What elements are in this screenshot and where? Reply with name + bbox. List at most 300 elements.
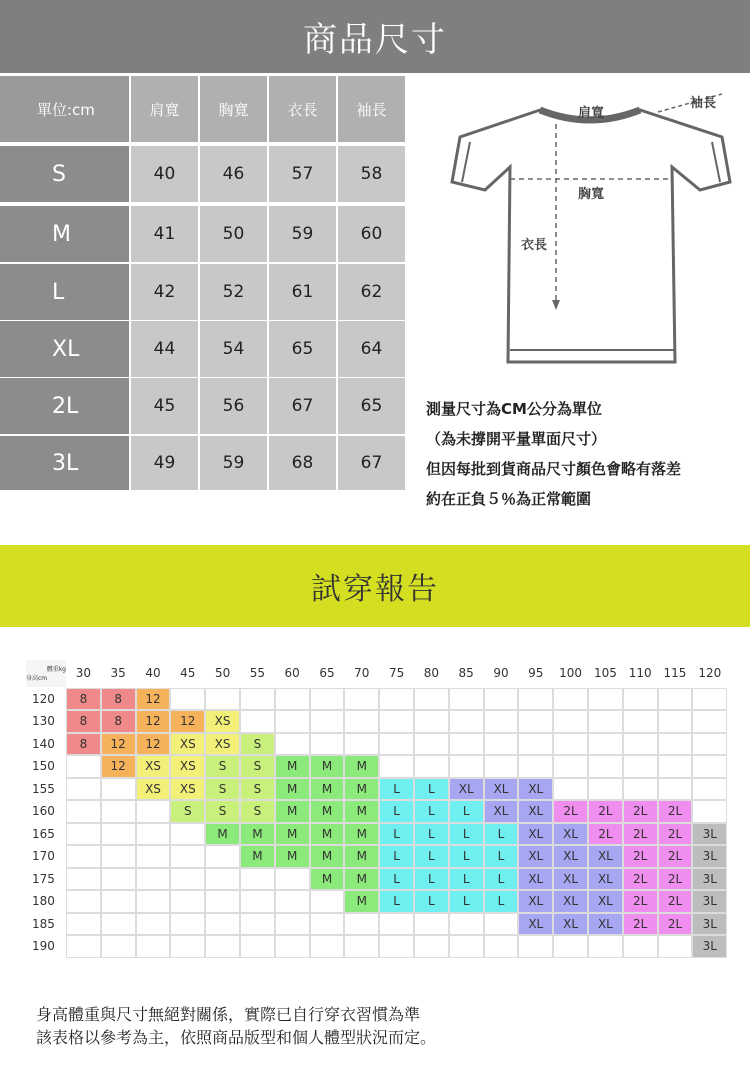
grid-cell: XL [518,845,553,868]
grid-cell [553,935,588,958]
grid-cell: XS [205,710,240,733]
grid-cell: L [414,845,449,868]
grid-cell: L [379,845,414,868]
grid-cell [484,688,519,711]
grid-cell: M [310,823,345,846]
grid-cell: L [414,800,449,823]
height-header: 165 [32,826,55,841]
grid-cell [205,935,240,958]
size-value: 46 [200,146,269,202]
weight-header: 30 [75,666,92,681]
grid-cell: 2L [623,800,658,823]
size-header-title: 商品尺寸 [303,20,447,60]
grid-cell: M [344,800,379,823]
size-table [0,76,407,492]
grid-corner [26,660,66,687]
grid-cell [623,935,658,958]
grid-cell: L [449,800,484,823]
size-value: 52 [200,264,269,320]
grid-cell [170,890,205,913]
grid-cell [66,868,101,891]
grid-cell [205,845,240,868]
grid-cell: XL [518,913,553,936]
weight-header: 50 [214,666,231,681]
height-header: 175 [32,871,55,886]
grid-cell: 2L [623,890,658,913]
grid-cell [310,710,345,733]
weight-header: 115 [663,666,687,681]
grid-cell: 3L [692,845,727,868]
weight-header: 70 [354,666,370,681]
corner-height-label: 身高cm [26,675,48,683]
size-value: 64 [338,321,407,377]
column-header: 袖長 [338,76,407,142]
grid-cell [449,755,484,778]
size-row [0,206,407,262]
grid-cell: 12 [101,755,136,778]
grid-cell: 2L [588,823,623,846]
grid-cell: L [484,845,519,868]
grid-cell: XL [553,845,588,868]
grid-cell: XL [518,890,553,913]
grid-cell [658,688,693,711]
weight-header: 75 [388,666,405,681]
grid-cell: XL [449,778,484,801]
grid-cell [658,778,693,801]
grid-cell: L [379,778,414,801]
size-label: 2L [0,378,131,434]
grid-cell [170,868,205,891]
grid-cell: XL [553,868,588,891]
grid-cell [588,755,623,778]
grid-cell [136,868,171,891]
weight-header: 80 [423,666,440,681]
height-header: 180 [32,894,55,909]
grid-cell: L [449,823,484,846]
grid-cell: XL [553,890,588,913]
grid-cell: S [240,755,275,778]
grid-cell [275,935,310,958]
grid-cell: S [205,778,240,801]
size-value: 67 [269,378,338,434]
grid-cell: 3L [692,935,727,958]
grid-cell [623,755,658,778]
grid-cell: L [379,890,414,913]
diagram-length-label: 衣長 [521,238,548,253]
grid-cell: M [275,823,310,846]
grid-cell [692,710,727,733]
grid-cell: XL [588,913,623,936]
grid-cell [66,913,101,936]
grid-cell [484,913,519,936]
grid-cell [449,935,484,958]
grid-cell [518,733,553,756]
grid-cell [240,935,275,958]
size-label: S [0,146,131,202]
height-header: 170 [32,849,55,864]
weight-header: 105 [593,666,617,681]
grid-cell [553,710,588,733]
grid-cell [484,733,519,756]
grid-cell: XS [170,755,205,778]
grid-cell [518,710,553,733]
grid-cell [588,935,623,958]
size-value: 56 [200,378,269,434]
grid-cell: XS [136,778,171,801]
weight-header: 100 [559,666,583,681]
grid-cell: XL [588,890,623,913]
grid-cell: XS [170,733,205,756]
grid-cell: M [205,823,240,846]
grid-cell [414,755,449,778]
grid-cell [240,890,275,913]
grid-cell [275,913,310,936]
grid-cell [101,800,136,823]
note-line: 但因每批到貨商品尺寸顏色會略有落差 [426,460,682,478]
grid-cell [66,890,101,913]
grid-cell [170,688,205,711]
grid-cell: M [310,755,345,778]
grid-cell [449,733,484,756]
grid-cell [136,913,171,936]
grid-cell: 2L [658,800,693,823]
grid-cell [379,710,414,733]
grid-cell: XL [484,800,519,823]
footer-note: 該表格以參考為主，依照商品版型和個人體型狀況而定。 [36,1028,437,1047]
grid-cell [658,710,693,733]
size-value: 59 [269,206,338,262]
grid-cell [379,755,414,778]
grid-cell [484,710,519,733]
grid-cell [101,935,136,958]
size-row [0,378,407,434]
size-value: 68 [269,436,338,490]
grid-cell: 3L [692,823,727,846]
grid-cell: L [449,868,484,891]
grid-cell [240,868,275,891]
weight-header: 55 [249,666,266,681]
grid-cell [692,755,727,778]
size-value: 49 [131,436,200,490]
size-row [0,321,407,377]
weight-header: 110 [628,666,652,681]
unit-label: 單位:cm [0,76,131,142]
grid-cell: 2L [588,800,623,823]
grid-cell: M [240,845,275,868]
grid-cell [101,890,136,913]
grid-cell [275,733,310,756]
note-line: 約在正負５％為正常範圍 [426,490,592,508]
grid-cell [379,733,414,756]
grid-cell: M [275,800,310,823]
grid-cell: 3L [692,890,727,913]
grid-cell: 2L [623,823,658,846]
grid-cell [136,890,171,913]
grid-cell [66,800,101,823]
grid-cell: 8 [101,688,136,711]
grid-cell [379,913,414,936]
grid-cell [518,935,553,958]
grid-cell [344,935,379,958]
grid-cell: M [344,890,379,913]
grid-cell [484,755,519,778]
grid-cell: XL [553,823,588,846]
grid-cell [484,935,519,958]
grid-cell [170,913,205,936]
height-header: 160 [32,804,55,819]
grid-cell: L [414,823,449,846]
grid-cell [414,733,449,756]
size-label: L [0,264,131,320]
grid-cell: L [414,778,449,801]
grid-cell: M [344,778,379,801]
height-header: 150 [32,759,55,774]
grid-cell [310,890,345,913]
grid-cell [205,688,240,711]
grid-cell [66,845,101,868]
grid-cell: 12 [136,688,171,711]
size-label: 3L [0,436,131,490]
grid-cell: XS [170,778,205,801]
grid-cell: 8 [101,710,136,733]
grid-cell: L [379,823,414,846]
grid-cell [275,890,310,913]
grid-cell: L [484,890,519,913]
grid-cell [518,688,553,711]
weight-header: 95 [528,666,544,681]
grid-cell [344,710,379,733]
grid-cell: L [449,890,484,913]
grid-cell: 2L [623,868,658,891]
grid-cell: XS [136,755,171,778]
grid-cell [275,868,310,891]
grid-cell [658,755,693,778]
weight-header: 35 [110,666,126,681]
grid-cell [553,755,588,778]
size-value: 62 [338,264,407,320]
grid-cell [414,688,449,711]
grid-cell: 3L [692,913,727,936]
grid-cell: 2L [553,800,588,823]
column-header: 肩寬 [131,76,200,142]
grid-cell: XL [588,845,623,868]
grid-cell [588,778,623,801]
grid-cell: S [240,800,275,823]
grid-cell: M [275,755,310,778]
height-header: 155 [32,781,55,796]
grid-cell [658,935,693,958]
grid-cell [344,688,379,711]
grid-cell [66,935,101,958]
trial-header-banner [0,545,750,627]
grid-cell [101,778,136,801]
grid-cell [310,913,345,936]
grid-cell [136,845,171,868]
grid-cell: 12 [136,710,171,733]
height-header: 120 [32,691,55,706]
grid-cell: L [379,868,414,891]
grid-cell [692,778,727,801]
grid-cell: 8 [66,733,101,756]
grid-cell [136,823,171,846]
note-line: （為未撐開平量單面尺寸） [426,430,607,448]
grid-cell: L [414,890,449,913]
size-value: 59 [200,436,269,490]
grid-cell: 12 [136,733,171,756]
size-value: 65 [338,378,407,434]
size-label: XL [0,321,131,377]
grid-cell [101,845,136,868]
grid-cell: M [310,868,345,891]
grid-cell: XL [518,800,553,823]
grid-cell [344,913,379,936]
grid-cell [101,868,136,891]
grid-cell [310,935,345,958]
grid-cell [623,710,658,733]
grid-cell [170,823,205,846]
grid-cell [205,890,240,913]
size-value: 50 [200,206,269,262]
weight-header: 65 [319,666,335,681]
grid-cell: 8 [66,710,101,733]
size-value: 57 [269,146,338,202]
grid-cell: L [484,823,519,846]
grid-cell [588,710,623,733]
grid-cell [170,935,205,958]
grid-cell [240,913,275,936]
grid-cell [240,710,275,733]
grid-cell: L [414,868,449,891]
grid-cell [623,733,658,756]
size-value: 58 [338,146,407,202]
grid-cell: XL [518,778,553,801]
weight-header: 60 [284,666,300,681]
size-value: 42 [131,264,200,320]
grid-cell [623,778,658,801]
size-row [0,436,407,490]
grid-cell: S [205,755,240,778]
grid-cell: M [344,755,379,778]
grid-cell [66,778,101,801]
grid-cell [414,935,449,958]
grid-cell [449,710,484,733]
grid-cell: 12 [170,710,205,733]
grid-cell [344,733,379,756]
grid-cell [658,733,693,756]
footer-note: 身高體重與尺寸無絕對關係，實際已自行穿衣習慣為準 [36,1005,421,1024]
grid-cell: 2L [658,868,693,891]
grid-cell [275,688,310,711]
weight-header: 90 [493,666,509,681]
grid-cell [692,800,727,823]
grid-cell [692,688,727,711]
grid-cell: XL [518,868,553,891]
height-header: 130 [32,714,55,729]
grid-cell: S [170,800,205,823]
size-value: 61 [269,264,338,320]
shirt-diagram [440,82,740,372]
grid-cell: 2L [658,823,693,846]
weight-header: 40 [145,666,161,681]
height-header: 190 [32,939,55,954]
size-header-banner [0,0,750,73]
grid-cell: 2L [623,913,658,936]
size-row [0,146,407,202]
grid-cell: M [240,823,275,846]
size-value: 54 [200,321,269,377]
grid-cell: XL [553,913,588,936]
grid-cell [101,823,136,846]
grid-cell [379,688,414,711]
grid-cell: 3L [692,868,727,891]
grid-cell: L [449,845,484,868]
size-value: 40 [131,146,200,202]
grid-cell [588,688,623,711]
grid-cell: XL [484,778,519,801]
size-value: 65 [269,321,338,377]
grid-cell [66,823,101,846]
weight-header: 120 [698,666,722,681]
grid-cell [101,913,136,936]
corner-weight-label: 體重kg [46,666,66,674]
grid-cell: M [344,845,379,868]
grid-cell: 12 [101,733,136,756]
grid-cell [205,868,240,891]
column-header: 衣長 [269,76,338,142]
grid-cell: M [344,823,379,846]
note-line: 測量尺寸為CM公分為單位 [426,400,602,418]
column-header: 胸寬 [200,76,269,142]
grid-cell: M [310,800,345,823]
grid-cell [379,935,414,958]
grid-cell [170,845,205,868]
grid-cell: M [275,778,310,801]
size-value: 41 [131,206,200,262]
weight-header: 85 [458,666,474,681]
grid-cell: L [484,868,519,891]
diagram-shoulder-label: 肩寬 [578,106,605,121]
size-value: 45 [131,378,200,434]
diagram-sleeve-label: 袖長 [690,96,717,111]
grid-cell: 2L [658,890,693,913]
grid-cell [623,688,658,711]
grid-cell: XL [588,868,623,891]
size-value: 67 [338,436,407,490]
height-header: 185 [32,916,55,931]
grid-cell: XL [518,823,553,846]
grid-cell [414,710,449,733]
grid-cell [553,688,588,711]
grid-cell: M [275,845,310,868]
height-header: 140 [32,736,55,751]
grid-cell [518,755,553,778]
grid-cell: XS [205,733,240,756]
grid-cell [66,755,101,778]
size-label: M [0,206,131,262]
size-value: 60 [338,206,407,262]
grid-cell [588,733,623,756]
grid-cell [310,733,345,756]
grid-cell [449,913,484,936]
grid-cell [449,688,484,711]
grid-cell [275,710,310,733]
grid-cell [692,733,727,756]
grid-cell: M [344,868,379,891]
grid-cell [553,778,588,801]
grid-cell: S [240,733,275,756]
size-value: 44 [131,321,200,377]
grid-cell: S [205,800,240,823]
